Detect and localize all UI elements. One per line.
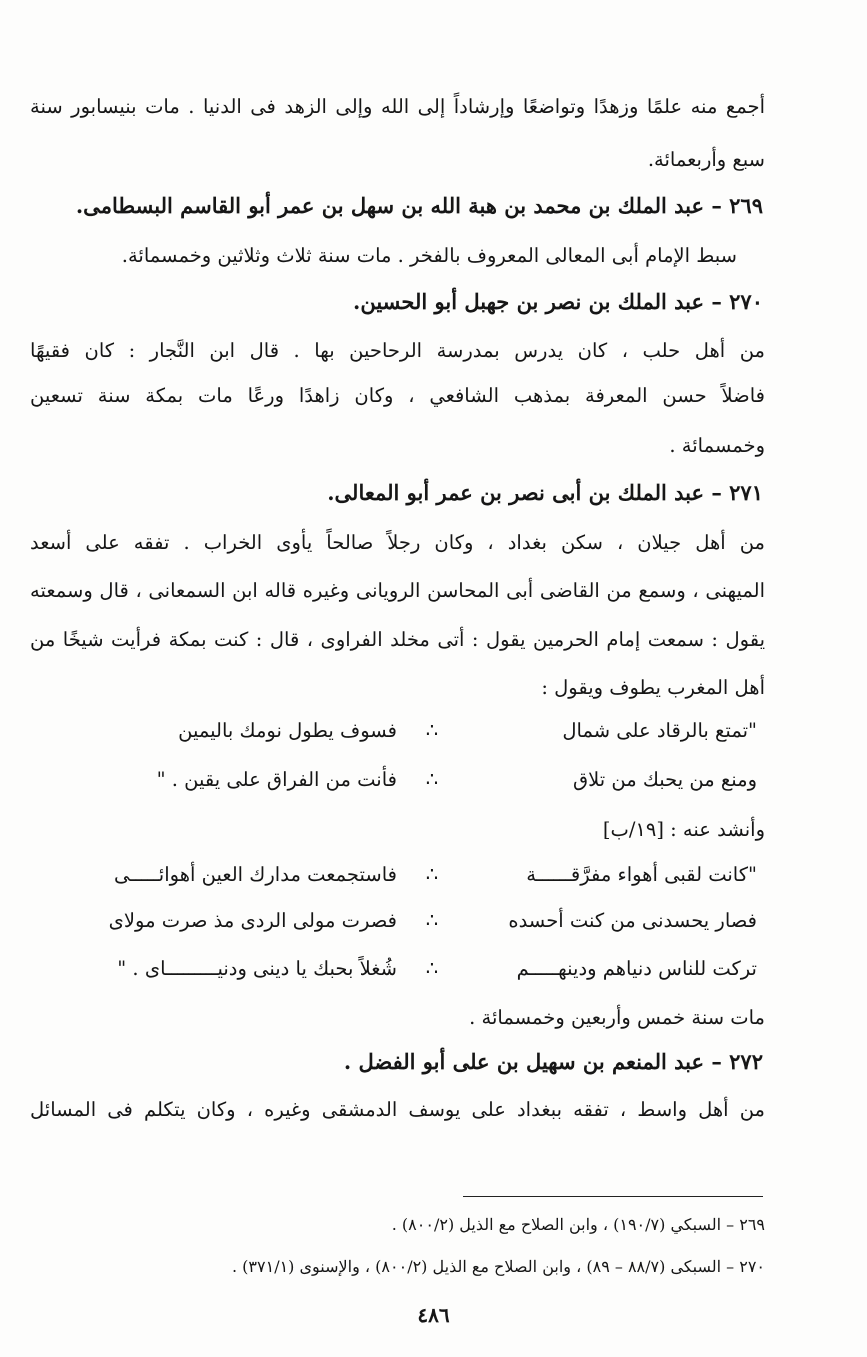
body-line: وأنشد عنه : [١٩/ب] (602, 818, 765, 841)
entry-heading-272: ٢٧٢ – عبد المنعم بن سهيل بن على أبو الفضل . (343, 1049, 763, 1074)
verse-hemistich-first: "تمتع بالرقاد على شمال (562, 719, 757, 742)
body-line: مات سنة خمس وأربعين وخمسمائة . (469, 1006, 765, 1029)
footnote: ٢٧٠ – السبكى (٨٨/٧ – ٨٩) ، وابن الصلاح مع الذيل (٨٠٠/٢) ، والإسنوى (٣٧١/١) . (231, 1257, 765, 1276)
verse-separator: ∴ (425, 863, 439, 886)
verse-separator: ∴ (425, 909, 439, 932)
verse-separator: ∴ (425, 768, 439, 791)
body-line: سبط الإمام أبى المعالى المعروف بالفخر . مات سنة ثلاث وثلاثين وخمسمائة. (121, 244, 737, 267)
body-line: فاضلاً حسن المعرفة بمذهب الشافعي ، وكان زاهدًا ورعًا مات بمكة سنة تسعين (30, 384, 765, 407)
verse-hemistich-second: فصرت مولى الردى مذ صرت مولاى (108, 909, 397, 932)
verse-hemistich-first: ومنع من يحبك من تلاق (572, 768, 757, 791)
entry-heading-269: ٢٦٩ – عبد الملك بن محمد بن هبة الله بن سهل بن عمر أبو القاسم البسطامى. (75, 193, 763, 218)
body-line: يقول : سمعت إمام الحرمين يقول : أتى مخلد الفراوى ، قال : كنت بمكة فرأيت شيخًا من (30, 628, 765, 651)
verse-separator: ∴ (425, 957, 439, 980)
footnote: ٢٦٩ – السبكي (١٩٠/٧) ، وابن الصلاح مع الذيل (٨٠٠/٢) . (391, 1215, 765, 1234)
entry-heading-270: ٢٧٠ – عبد الملك بن نصر بن جهبل أبو الحسين. (353, 289, 763, 314)
body-line: الميهنى ، وسمع من القاضى أبى المحاسن الرويانى وغيره قاله ابن السمعانى ، قال وسمعته (30, 579, 765, 602)
body-line: أجمع منه علمًا وزهدًا وتواضعًا وإرشاداً إلى الله وإلى الزهد فى الدنيا . مات بنيسابور سنة (30, 95, 765, 118)
body-line: سبع وأربعمائة. (647, 148, 765, 171)
footnote-divider (463, 1196, 763, 1197)
verse-separator: ∴ (425, 719, 439, 742)
verse-hemistich-second: فاستجمعت مدارك العين أهوائـــــى (113, 863, 397, 886)
verse-hemistich-second: فأنت من الفراق على يقين . " (156, 768, 397, 791)
body-line: وخمسمائة . (669, 434, 765, 457)
verse-hemistich-second: فسوف يطول نومك باليمين (178, 719, 397, 742)
verse-hemistich-first: "كانت لقبى أهواء مفرَّقــــــة (526, 863, 757, 886)
body-line: من أهل جيلان ، سكن بغداد ، وكان رجلاً صالحاً يأوى الخراب . تفقه على أسعد (30, 531, 765, 554)
body-line: من أهل حلب ، كان يدرس بمدرسة الرحاحين بها . قال ابن النَّجار : كان فقيهًا (30, 339, 765, 362)
verse-hemistich-first: فصار يحسدنى من كنت أحسده (508, 909, 757, 932)
body-line: أهل المغرب يطوف ويقول : (541, 676, 765, 699)
page-number: ٤٨٦ (417, 1303, 450, 1327)
verse-hemistich-first: تركت للناس دنياهم ودينهـــــم (516, 957, 757, 980)
verse-hemistich-second: شُغلاً بحبك يا دينى ودنيـــــــــاى . " (117, 957, 397, 980)
body-line: من أهل واسط ، تفقه ببغداد على يوسف الدمشقى وغيره ، وكان يتكلم فى المسائل (30, 1098, 765, 1121)
entry-heading-271: ٢٧١ – عبد الملك بن أبى نصر بن عمر أبو المعالى. (327, 480, 763, 505)
